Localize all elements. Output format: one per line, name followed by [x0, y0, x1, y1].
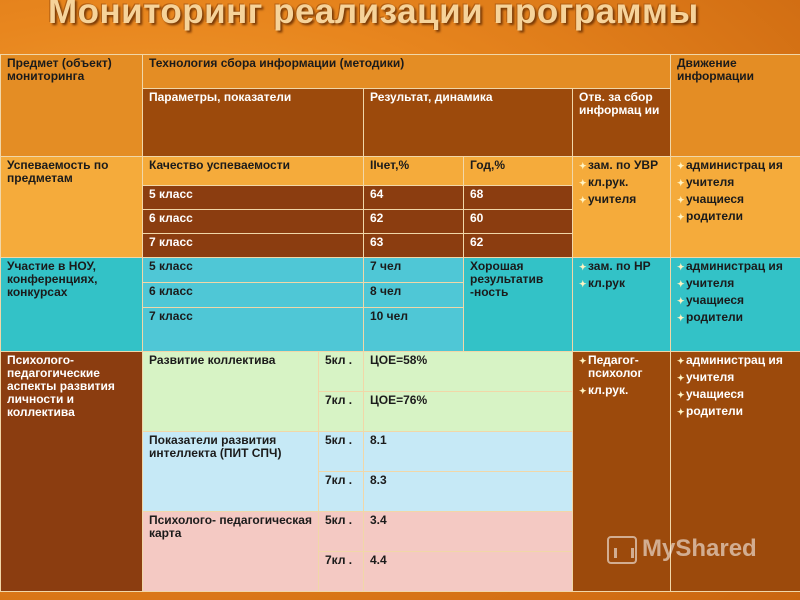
bullet-icon: ✦	[677, 296, 685, 306]
section1-year-value: 62	[464, 234, 573, 258]
section2-label: Участие в НОУ, конференциях, конкурсах	[1, 258, 143, 352]
section2-class: 7 класс	[143, 308, 364, 352]
bullet-icon: ✦	[677, 356, 685, 366]
table-row	[1, 352, 800, 392]
header-movement: Движение информации	[671, 55, 800, 157]
header-result: Результат, динамика	[364, 89, 573, 157]
section1-label: Успеваемость по предметам	[1, 157, 143, 258]
section1-param-head: Качество успеваемости	[143, 157, 364, 186]
section2-flow	[671, 258, 800, 352]
section3-group-name: Показатели развития интеллекта (ПИТ СПЧ)	[143, 432, 319, 512]
list-item: ✦ администрац ия	[677, 259, 783, 273]
list-item: ✦ родители	[677, 209, 744, 223]
header-params: Параметры, показатели	[143, 89, 364, 157]
bullet-icon: ✦	[677, 279, 685, 289]
list-item: ✦ родители	[677, 404, 744, 418]
section2-class: 6 класс	[143, 283, 364, 308]
section2-value: 7 чел	[364, 258, 464, 283]
myshared-logo-icon	[607, 536, 637, 564]
watermark-logo	[607, 535, 787, 575]
list-item: ✦ учителя	[677, 276, 735, 290]
monitoring-table	[0, 54, 800, 592]
section3-class: 7кл .	[319, 392, 364, 432]
section1-class: 7 класс	[143, 234, 364, 258]
section3-value: 3.4	[364, 512, 573, 552]
section3-group-name: Психолого- педагогическая карта	[143, 512, 319, 592]
section3-value: ЦОЕ=58%	[364, 352, 573, 392]
section1-q2-value: 62	[364, 210, 464, 234]
section1-q2-head: IIчет,%	[364, 157, 464, 186]
bullet-icon: ✦	[677, 313, 685, 323]
bullet-icon: ✦	[579, 386, 587, 396]
list-item: ✦ администрац ия	[677, 353, 783, 367]
bullet-icon: ✦	[579, 356, 587, 366]
section1-flow	[671, 157, 800, 258]
bullet-icon: ✦	[677, 161, 685, 171]
section3-label: Психолого- педагогические аспекты развития личности и коллектива	[1, 352, 143, 592]
bullet-icon: ✦	[579, 161, 587, 171]
bullet-icon: ✦	[677, 195, 685, 205]
section3-value: 8.1	[364, 432, 573, 472]
bullet-icon: ✦	[677, 262, 685, 272]
section1-class: 5 класс	[143, 186, 364, 210]
list-item: ✦ учащиеся	[677, 387, 745, 401]
bullet-icon: ✦	[579, 178, 587, 188]
bullet-icon: ✦	[579, 279, 587, 289]
section3-value: 4.4	[364, 552, 573, 592]
section1-class: 6 класс	[143, 210, 364, 234]
section1-year-head: Год,%	[464, 157, 573, 186]
list-item: ✦ зам. по НР	[579, 259, 651, 273]
section3-class: 5кл .	[319, 352, 364, 392]
list-item: ✦ кл.рук	[579, 276, 625, 290]
list-item: ✦ учащиеся	[677, 293, 745, 307]
list-item: ✦ Педагог- психолог	[579, 353, 643, 380]
section2-value: 10 чел	[364, 308, 464, 352]
bullet-icon: ✦	[677, 178, 685, 188]
bullet-icon: ✦	[677, 212, 685, 222]
list-item: ✦ учителя	[677, 175, 735, 189]
section3-class: 7кл .	[319, 552, 364, 592]
bullet-icon: ✦	[579, 262, 587, 272]
list-item: ✦ учителя	[579, 192, 637, 206]
section1-q2-value: 63	[364, 234, 464, 258]
section2-value: 8 чел	[364, 283, 464, 308]
section3-class: 7кл .	[319, 472, 364, 512]
section1-resp	[573, 157, 671, 258]
watermark-text: MyShared	[642, 535, 757, 562]
section2-resp	[573, 258, 671, 352]
table-row	[1, 258, 800, 283]
section2-class: 5 класс	[143, 258, 364, 283]
bullet-icon: ✦	[677, 373, 685, 383]
list-item: ✦ администрац ия	[677, 158, 783, 172]
bullet-icon: ✦	[677, 407, 685, 417]
list-item: ✦ учащиеся	[677, 192, 745, 206]
bullet-icon: ✦	[579, 195, 587, 205]
list-item: ✦ кл.рук.	[579, 175, 629, 189]
header-resp: Отв. за сбор информац ии	[573, 89, 671, 157]
page-title: Мониторинг реализации программы	[48, 0, 699, 31]
section1-year-value: 60	[464, 210, 573, 234]
list-item: ✦ учителя	[677, 370, 735, 384]
list-item: ✦ зам. по УВР	[579, 158, 659, 172]
header-technology: Технология сбора информации (методики)	[143, 55, 671, 89]
section1-year-value: 68	[464, 186, 573, 210]
section3-value: 8.3	[364, 472, 573, 512]
section1-q2-value: 64	[364, 186, 464, 210]
header-object: Предмет (объект) мониторинга	[1, 55, 143, 157]
section3-class: 5кл .	[319, 432, 364, 472]
section2-result: Хорошая результатив -ность	[464, 258, 573, 352]
section3-group-name: Развитие коллектива	[143, 352, 319, 432]
section3-class: 5кл .	[319, 512, 364, 552]
bullet-icon: ✦	[677, 390, 685, 400]
list-item: ✦ родители	[677, 310, 744, 324]
list-item: ✦ кл.рук.	[579, 383, 629, 397]
section3-value: ЦОЕ=76%	[364, 392, 573, 432]
